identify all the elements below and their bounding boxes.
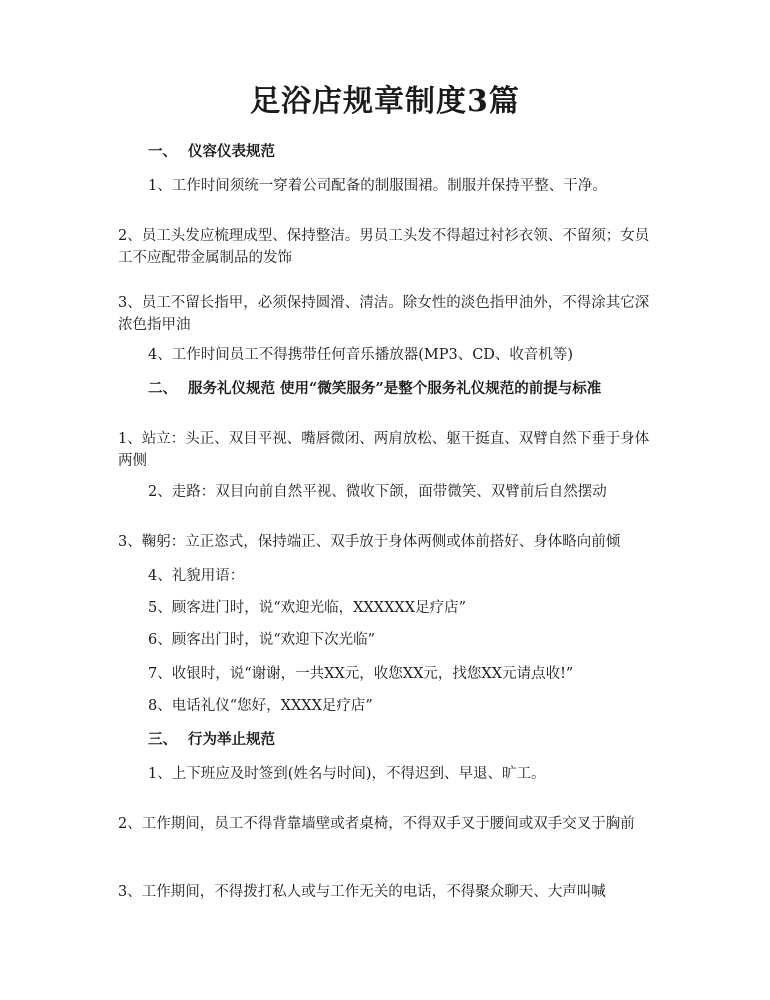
paragraph-2-2: 2、走路：双目向前自然平视、微收下颌，面带微笑、双臂前后自然摆动 <box>148 484 607 500</box>
paragraph-3-1: 1、上下班应及时签到(姓名与时间)，不得迟到、早退、旷工。 <box>148 766 546 782</box>
section-heading-3 <box>148 729 275 751</box>
paragraph-2-8: 8、电话礼仪“您好，XXXX足疗店” <box>148 698 373 714</box>
section-heading-2 <box>148 378 601 400</box>
paragraph-3-3: 3、工作期间，不得拨打私人或与工作无关的电话，不得聚众聊天、大声叫喊 <box>118 884 606 900</box>
paragraph-1-3: 3、员工不留长指甲，必须保持圆滑、清洁。除女性的淡色指甲油外，不得涂其它深浓色指甲油 <box>118 295 650 333</box>
section-heading-1 <box>148 141 275 163</box>
paragraph-2-1: 1、站立：头正、双目平视、嘴唇微闭、两肩放松、躯干挺直、双臂自然下垂于身体两侧 <box>118 431 650 469</box>
paragraph-2-7: 7、收银时，说“谢谢，一共XX元，收您XX元，找您XX元请点收!” <box>148 666 574 682</box>
section-number: 二、 <box>148 380 177 397</box>
paragraph-2-4: 4、礼貌用语： <box>148 568 245 584</box>
paragraph-1-1: 1、工作时间须统一穿着公司配备的制服围裙。制服并保持平整、干净。 <box>148 178 607 194</box>
paragraph-2-3: 3、鞠躬：立正恣式，保持端正、双手放于身体两侧或体前搭好、身体略向前倾 <box>118 534 621 550</box>
section-heading-text: 行为举止规范 <box>188 731 275 748</box>
section-heading-text: 仪容仪表规范 <box>188 143 275 160</box>
paragraph-2-6: 6、顾客出门时，说“欢迎下次光临” <box>148 632 376 648</box>
section-number: 三、 <box>148 731 177 748</box>
document-title: 足浴店规章制度3篇 <box>250 84 520 119</box>
paragraph-3-2: 2、工作期间，员工不得背靠墙壁或者桌椅，不得双手叉于腰间或双手交叉于胸前 <box>118 816 635 832</box>
paragraph-1-2: 2、员工头发应梳理成型、保持整洁。男员工头发不得超过衬衫衣领、不留须；女员工不应配带金属制品的发饰 <box>118 228 650 266</box>
section-number: 一、 <box>148 143 177 160</box>
paragraph-2-5: 5、顾客进门时，说“欢迎光临，XXXXXX足疗店” <box>148 600 466 616</box>
section-heading-text: 服务礼仪规范 使用“微笑服务”是整个服务礼仪规范的前提与标准 <box>188 380 602 397</box>
paragraph-1-4: 4、工作时间员工不得携带任何音乐播放器(MP3、CD、收音机等) <box>148 347 574 363</box>
